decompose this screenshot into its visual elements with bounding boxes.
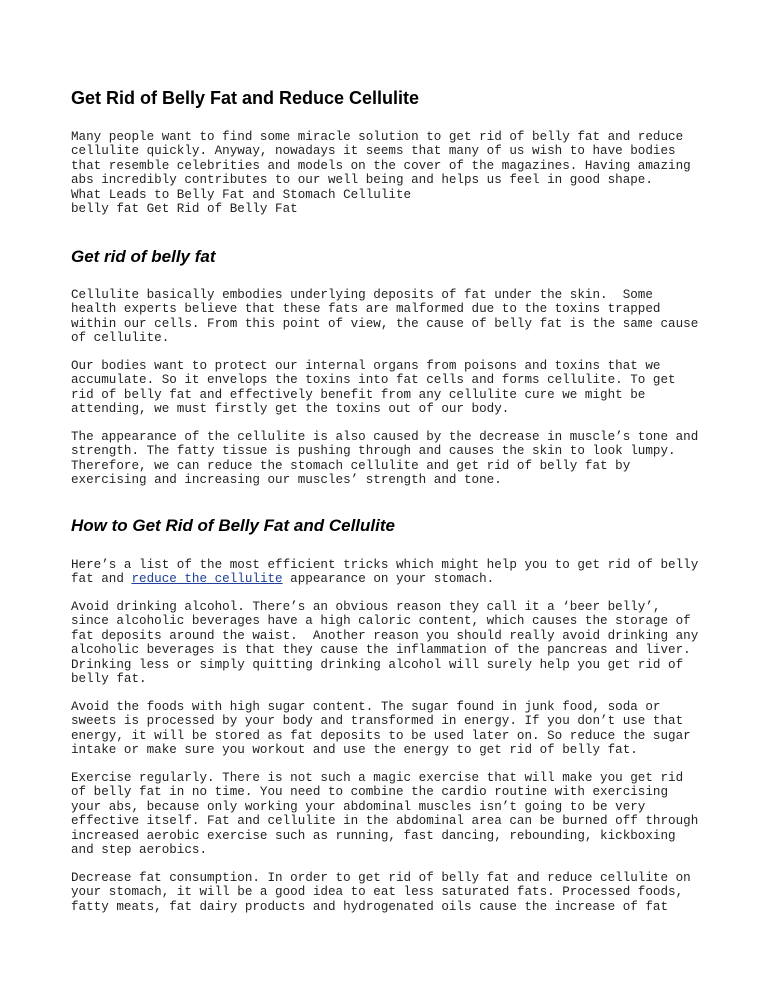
- paragraph-toxins: [71, 359, 676, 417]
- text-line: within our cells. From this point of view, the cause of belly fat is the same cause: [71, 316, 699, 331]
- text-line: belly fat.: [71, 672, 147, 687]
- paragraph-exercise: [71, 771, 698, 857]
- section-heading-how-to: How to Get Rid of Belly Fat and Cellulite: [71, 516, 395, 535]
- text-line: fatty meats, fat dairy products and hydrogenated oils cause the increase of fat: [71, 899, 669, 914]
- text-line: your stomach, it will be a good idea to eat less saturated fats. Processed foods,: [71, 885, 684, 900]
- text-line: your abs, because only working your abdominal muscles isn’t going to be very: [71, 799, 646, 814]
- text-line: fat deposits around the waist. Another reason you should really avoid drinking any: [71, 628, 699, 643]
- text-line: accumulate. So it envelops the toxins into fat cells and forms cellulite. To get: [71, 373, 676, 388]
- text-line: effective itself. Fat and cellulite in the abdominal area can be burned off through: [71, 814, 699, 829]
- reduce-cellulite-link[interactable]: reduce the cellulite: [131, 572, 283, 587]
- text-line: belly fat Get Rid of Belly Fat: [71, 202, 298, 217]
- text-line: increased aerobic exercise such as running, fast dancing, rebounding, kickboxing: [71, 828, 676, 843]
- paragraph-avoid-alcohol: [71, 600, 698, 686]
- text-segment: fat and: [71, 572, 132, 587]
- text-line: [71, 572, 698, 586]
- section-heading-get-rid-of-belly-fat: Get rid of belly fat: [71, 247, 216, 266]
- text-line: Drinking less or simply quitting drinking alcohol will surely help you get rid of: [71, 657, 684, 672]
- text-line: of cellulite.: [71, 331, 170, 346]
- paragraph-cellulite-basics: [71, 288, 698, 346]
- text-line: alcoholic beverages is that they cause the inflammation of the pancreas and liver.: [71, 643, 691, 658]
- text-line: Many people want to find some miracle solution to get rid of belly fat and reduce: [71, 130, 684, 144]
- paragraph-tricks-intro: [71, 558, 698, 587]
- page-title: Get Rid of Belly Fat and Reduce Cellulite: [71, 88, 420, 108]
- text-line: that resemble celebrities and models on the cover of the magazines. Having amazing: [71, 158, 691, 173]
- text-line: Here’s a list of the most efficient tricks which might help you to get rid of belly: [71, 558, 699, 572]
- paragraph-decrease-fat: [71, 871, 691, 914]
- text-line: abs incredibly contributes to our well being and helps us feel in good shape.: [71, 173, 653, 188]
- paragraph-avoid-sugar: [71, 700, 691, 758]
- text-line: Avoid drinking alcohol. There’s an obvious reason they call it a ‘beer belly’,: [71, 600, 661, 614]
- text-line: Avoid the foods with high sugar content. The sugar found in junk food, soda or: [71, 700, 661, 714]
- paragraph-muscle-tone: [71, 430, 698, 488]
- text-line: of belly fat in no time. You need to combine the cardio routine with exercising: [71, 785, 669, 800]
- intro-paragraph: [71, 130, 691, 216]
- text-line: strength. The fatty tissue is pushing through and causes the skin to look lumpy.: [71, 444, 676, 459]
- text-line: rid of belly fat and effectively benefit from any cellulite cure we might be: [71, 387, 646, 402]
- text-line: What Leads to Belly Fat and Stomach Cellulite: [71, 187, 412, 202]
- text-line: Therefore, we can reduce the stomach cellulite and get rid of belly fat by: [71, 458, 631, 473]
- text-line: Cellulite basically embodies underlying deposits of fat under the skin. Some: [71, 288, 653, 302]
- text-line: Exercise regularly. There is not such a magic exercise that will make you get rid: [71, 771, 684, 785]
- text-line: Decrease fat consumption. In order to get rid of belly fat and reduce cellulite on: [71, 871, 691, 885]
- text-line: since alcoholic beverages have a high caloric content, which causes the storage of: [71, 614, 691, 629]
- text-line: Our bodies want to protect our internal organs from poisons and toxins that we: [71, 359, 661, 373]
- text-line: energy, it will be stored as fat deposits to be used later on. So reduce the sugar: [71, 728, 691, 743]
- text-line: and step aerobics.: [71, 843, 208, 858]
- text-line: health experts believe that these fats are malformed due to the toxins trapped: [71, 302, 661, 317]
- text-line: exercising and increasing our muscles’ strength and tone.: [71, 473, 502, 488]
- text-segment: appearance on your stomach.: [282, 572, 495, 587]
- text-line: intake or make sure you workout and use the energy to get rid of belly fat.: [71, 743, 638, 758]
- text-line: The appearance of the cellulite is also caused by the decrease in muscle’s tone and: [71, 430, 699, 444]
- text-line: cellulite quickly. Anyway, nowadays it seems that many of us wish to have bodies: [71, 144, 676, 159]
- text-line: attending, we must firstly get the toxins out of our body.: [71, 402, 510, 417]
- text-line: sweets is processed by your body and transformed in energy. If you don’t use that: [71, 714, 684, 729]
